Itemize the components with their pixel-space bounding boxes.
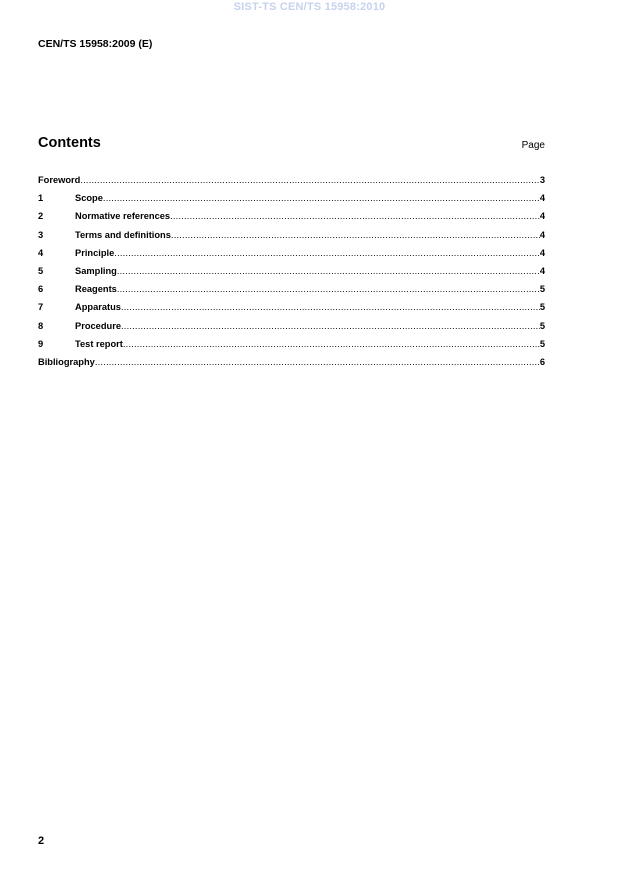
toc-entry-normative-references[interactable]	[38, 211, 545, 229]
toc-entry-number: 2	[38, 211, 44, 222]
toc-entry-page: 6	[539, 356, 545, 367]
toc-entry-reagents[interactable]	[38, 284, 545, 302]
toc-entry-page: 4	[539, 211, 545, 222]
toc-leader-dots	[114, 248, 540, 258]
toc-entry-title: Test report	[75, 338, 123, 349]
toc-entry-number: 7	[38, 302, 44, 313]
toc-entry-apparatus[interactable]	[38, 302, 545, 320]
toc-leader-dots	[103, 193, 540, 203]
toc-entry-title: Scope	[75, 193, 103, 204]
toc-entry-sampling[interactable]	[38, 266, 545, 284]
toc-entry-page: 5	[539, 338, 545, 349]
toc-entry-number: 9	[38, 338, 44, 349]
toc-leader-dots	[95, 357, 540, 367]
toc-leader-dots	[80, 175, 539, 185]
toc-entry-number: 3	[38, 229, 44, 240]
toc-entry-foreword[interactable]	[38, 175, 545, 193]
toc-entry-bibliography[interactable]	[38, 357, 545, 375]
toc-entry-title: Procedure	[75, 320, 121, 331]
page-number: 2	[38, 835, 45, 847]
toc-leader-dots	[123, 339, 540, 349]
toc-entry-page: 4	[539, 193, 545, 204]
toc-entry-title: Apparatus	[75, 302, 121, 313]
toc-leader-dots	[121, 321, 540, 331]
toc-entry-scope[interactable]	[38, 193, 545, 211]
toc-entry-title: Sampling	[75, 265, 117, 276]
toc-entry-number: 5	[38, 265, 44, 276]
toc-entry-title: Terms and definitions	[75, 229, 171, 240]
toc-entry-page: 4	[539, 265, 545, 276]
toc-entry-terms-and-definitions[interactable]	[38, 230, 545, 248]
watermark: SIST-TS CEN/TS 15958:2010	[233, 1, 386, 13]
contents-heading: Contents	[38, 135, 101, 151]
toc-entry-principle[interactable]	[38, 248, 545, 266]
toc-leader-dots	[170, 211, 540, 221]
toc-leader-dots	[117, 266, 540, 276]
page-column-label: Page	[521, 140, 545, 151]
toc-entry-number: 8	[38, 320, 44, 331]
toc-entry-procedure[interactable]	[38, 321, 545, 339]
table-of-contents	[38, 175, 545, 375]
toc-entry-page: 3	[539, 175, 545, 185]
toc-leader-dots	[171, 230, 540, 240]
toc-entry-title: Bibliography	[38, 356, 95, 367]
toc-entry-title: Normative references	[75, 211, 171, 222]
document-id: CEN/TS 15958:2009 (E)	[38, 38, 153, 50]
toc-entry-test-report[interactable]	[38, 339, 545, 357]
toc-entry-number: 4	[38, 247, 44, 258]
toc-entry-page: 5	[539, 320, 545, 331]
toc-entry-number: 6	[38, 284, 44, 295]
toc-entry-number: 1	[38, 193, 44, 204]
toc-entry-title: Principle	[75, 247, 115, 258]
toc-entry-page: 5	[539, 284, 545, 295]
toc-entry-title: Reagents	[75, 284, 117, 295]
toc-leader-dots	[117, 284, 540, 294]
toc-entry-page: 5	[539, 302, 545, 313]
toc-entry-page: 4	[539, 229, 545, 240]
toc-entry-title: Foreword	[38, 175, 81, 185]
toc-leader-dots	[121, 302, 540, 312]
toc-entry-page: 4	[539, 247, 545, 258]
